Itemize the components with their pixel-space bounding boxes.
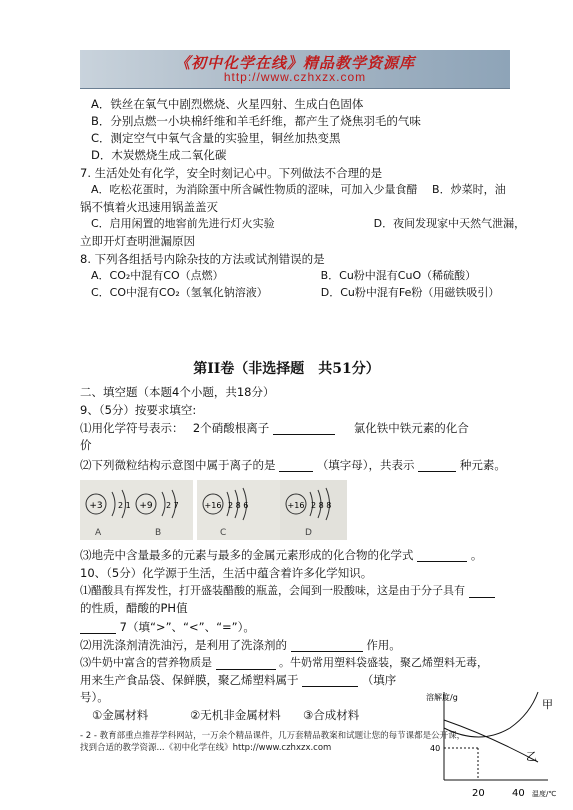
q9-3-text: ⑶地壳中含量最多的元素与最多的金属元素形成的化合物的化学式	[80, 548, 414, 562]
text-line: D．木炭燃烧生成二氧化碳	[91, 148, 227, 162]
q10-3-text-4: （填序	[361, 673, 397, 687]
shells-d: 2 8 8	[311, 501, 332, 510]
q9-1-cont: 价	[80, 438, 92, 452]
question-8: 8. 下列各组括号内除杂技的方法或试剂错误的是	[80, 252, 325, 266]
text-line: 锅不慎着火迅速用锅盖盖灭	[80, 200, 218, 214]
q9-3-end: 。	[470, 548, 483, 562]
atom-diagram-c	[199, 484, 269, 528]
option-synthetic: ③合成材料	[303, 708, 360, 722]
atom-label-b: B	[155, 528, 162, 538]
answer-blank[interactable]	[417, 549, 467, 562]
q10-1-text-2: 7（填“>”、“<”、“=”）。	[119, 620, 255, 634]
q9-2-line	[80, 458, 506, 472]
q10-1-cont-2	[80, 620, 255, 634]
y-tick-40: 40	[430, 744, 441, 753]
curve-label-jia: 甲	[542, 698, 553, 711]
q9-3-line	[80, 548, 482, 562]
nucleus-b: +9	[139, 501, 153, 511]
answer-blank[interactable]	[216, 657, 276, 670]
answer-blank[interactable]	[80, 621, 116, 634]
footer-line-2: 找到合适的教学资源...《初中化学在线》http://www.czhxzx.com	[80, 743, 332, 753]
q10-3-text: ⑶牛奶中富含的营养物质是	[80, 656, 212, 669]
nucleus-d: +16	[287, 501, 305, 510]
atom-label-a: A	[95, 528, 102, 538]
q10-3-cont	[80, 673, 396, 687]
q9-1-text-2: 氯化铁中铁元素的化合	[338, 421, 469, 435]
answer-blank[interactable]	[279, 459, 313, 472]
question-9: 9、（5分）按要求填空:	[80, 403, 197, 417]
q10-3-text-3: 用来生产食品袋、保鲜膜，聚乙烯塑料属于	[80, 673, 299, 687]
answer-blank[interactable]	[273, 422, 335, 435]
chart-xlabel: 温度/℃	[532, 790, 557, 798]
q10-2-line	[80, 638, 401, 652]
q9-2-text-3: 种元素。	[459, 458, 506, 472]
answer-blank[interactable]	[291, 639, 363, 652]
shells-c: 2 8 6	[228, 501, 249, 510]
text-line: B．分别点燃一小块棉纤维和羊毛纤维，都产生了烧焦羽毛的气味	[91, 114, 421, 128]
shells-b: 2 7	[166, 501, 179, 510]
nucleus-a: +3	[89, 501, 103, 511]
question-10: 10、（5分）化学源于生活，生活中蕴含着许多化学知识。	[80, 566, 373, 580]
solubility-chart	[420, 688, 573, 810]
x-tick-20: 20	[472, 788, 485, 799]
atom-label-d: D	[305, 528, 312, 538]
question-7: 7. 生活处处有化学，安全时刻记心中。下列做法不合理的是	[80, 166, 383, 180]
curve-jia	[444, 692, 538, 737]
q10-1-text: ⑴醋酸具有挥发性，打开盛装醋酸的瓶盖，会闻到一股酸味，这是由于分子具有	[80, 584, 465, 597]
text-line: C．启用闲置的地窖前先进行灯火实验 D．夜间发现家中天然气泄漏，	[91, 217, 526, 230]
text-line: A．吃松花蛋时，为消除蛋中所含碱性物质的涩味，可加入少量食醋 B．炒菜时，油	[91, 183, 506, 196]
text-line: 立即开灯查明泄漏原因	[80, 234, 195, 248]
answer-blank[interactable]	[469, 585, 495, 598]
nucleus-c: +16	[204, 501, 222, 510]
footer	[80, 730, 465, 754]
x-tick-40: 40	[512, 788, 525, 799]
q9-1-text: ⑴用化学符号表示： 2个硝酸根离子	[80, 421, 270, 435]
option-metal: ①金属材料	[92, 708, 149, 722]
q10-2-text: ⑵用洗涤剂清洗油污，是利用了洗涤剂的	[80, 638, 287, 652]
curve-yi	[444, 720, 538, 762]
header-banner	[80, 50, 510, 89]
q9-2-text-2: （填字母），共表示	[316, 458, 415, 472]
q10-3-text-2: 。牛奶常用塑料袋盛装，聚乙烯塑料无毒，	[279, 656, 488, 669]
atom-diagram-b	[132, 484, 202, 528]
answer-blank[interactable]	[418, 459, 456, 472]
banner-title: 《初中化学在线》精品教学资源库	[174, 54, 415, 72]
text-line: A．CO₂中混有CO（点燃） B．Cu粉中混有CuO（稀硫酸）	[91, 269, 477, 282]
q10-3-line	[80, 656, 488, 670]
text-line: C．CO中混有CO₂（氢氧化钠溶液） D．Cu粉中混有Fe粉（用磁铁吸引）	[91, 286, 500, 299]
text-line: A．铁丝在氧气中剧烈燃烧、火星四射、生成白色固体	[91, 97, 364, 111]
part2-intro: 二、填空题（本题4个小题，共18分）	[80, 385, 275, 399]
q9-1-line	[80, 421, 469, 435]
footer-line-1: - 2 - 教育部重点推荐学科网站，一万余个精品课件，几万套精品教案和试题让您的每节课都是公开课，	[80, 731, 466, 741]
section-heading: 第II卷（非选择题 共51分）	[193, 361, 380, 377]
banner-url: http://www.czhxzx.com	[223, 70, 367, 84]
q10-1-cont: 的性质，醋酸的PH值	[80, 601, 188, 615]
q10-1-line	[80, 584, 495, 598]
q9-2-text: ⑵下列微粒结构示意图中属于离子的是	[80, 458, 276, 472]
atom-label-c: C	[220, 528, 227, 538]
q10-3-cont-2: 号）。	[80, 690, 109, 704]
option-inorganic: ②无机非金属材料	[190, 708, 281, 722]
curve-label-yi: 乙	[526, 750, 537, 763]
chart-ylabel: 溶解度/g	[426, 693, 458, 702]
text-line: C．测定空气中氧气含量的实验里，铜丝加热变黑	[91, 131, 341, 145]
q10-2-text-2: 作用。	[366, 638, 401, 652]
answer-blank[interactable]	[302, 674, 358, 687]
atom-diagram-d	[282, 484, 352, 528]
shells-a: 2 1	[118, 501, 131, 510]
